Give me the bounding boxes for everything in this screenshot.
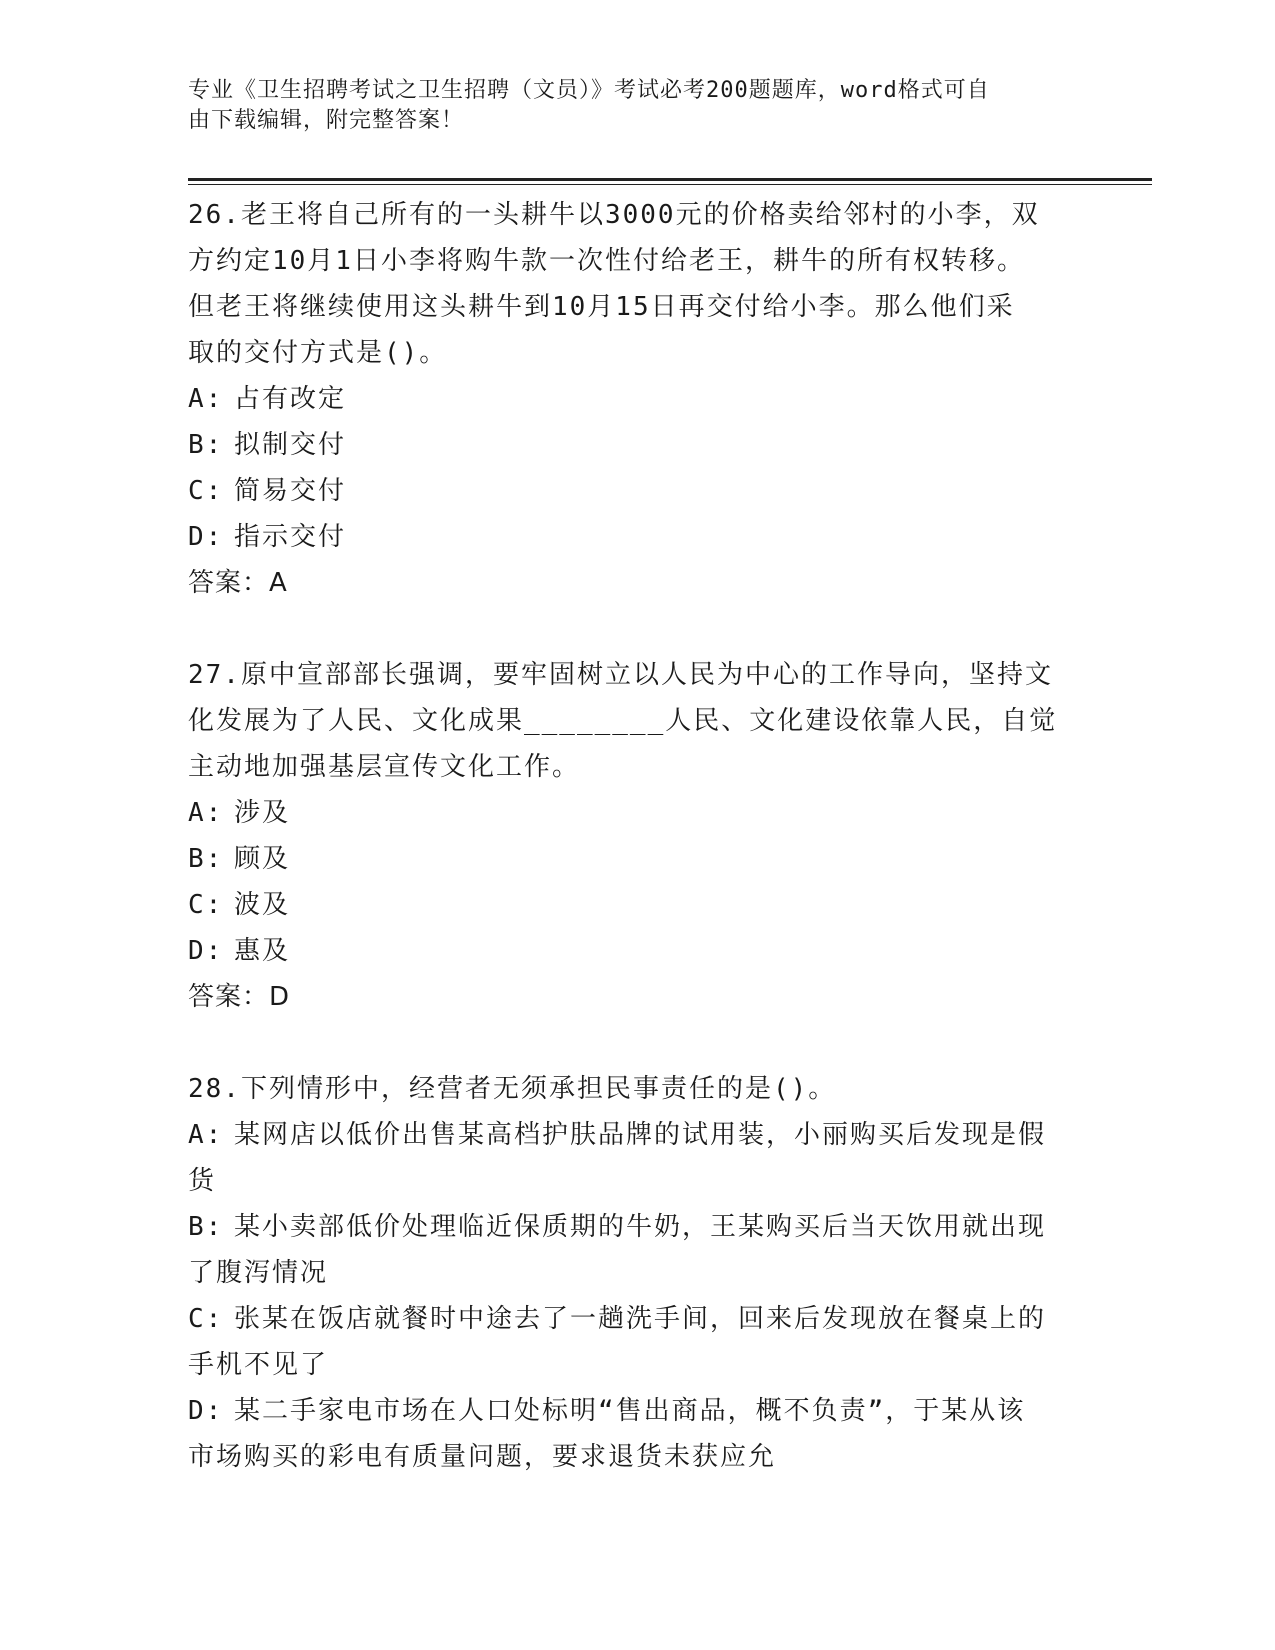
- document-header: [188, 76, 1088, 136]
- question-stem-line: 27.原中宣部部长强调，要牢固树立以人民为中心的工作导向，坚持文: [188, 660, 1053, 690]
- header-divider-thin: [188, 184, 1152, 185]
- option-b: [188, 1204, 1088, 1250]
- option-text: 简易交付: [234, 476, 347, 506]
- question-stem-line: 化发展为了人民、文化成果________人民、文化建设依靠人民，自觉: [188, 706, 1058, 736]
- option-b-continuation: 了腹泻情况: [188, 1258, 329, 1288]
- question-spacer: [188, 1020, 1088, 1066]
- option-text: 某小卖部低价处理临近保质期的牛奶，王某购买后当天饮用就出现: [234, 1212, 1047, 1242]
- question-list: [188, 192, 1088, 1480]
- question-stem-line: 主动地加强基层宣传文化工作。: [188, 752, 581, 782]
- answer-line: 答案：A: [188, 568, 288, 598]
- question-28: [188, 1066, 1088, 1480]
- option-letter: A:: [188, 798, 224, 828]
- question-stem-line: 28.下列情形中，经营者无须承担民事责任的是()。: [188, 1074, 837, 1104]
- header-divider-thick: [188, 178, 1152, 181]
- option-a-continuation: 货: [188, 1166, 217, 1196]
- question-spacer: [188, 606, 1088, 652]
- question-stem-line: 取的交付方式是()。: [188, 338, 448, 368]
- option-a: [188, 790, 1088, 836]
- option-d: [188, 514, 1088, 560]
- option-c-continuation: 手机不见了: [188, 1350, 329, 1380]
- option-text: 顾及: [234, 844, 291, 874]
- answer-line: 答案：D: [188, 982, 291, 1012]
- header-line-1: 专业《卫生招聘考试之卫生招聘（文员）》考试必考200题题库，word格式可自: [188, 78, 990, 103]
- option-text: 拟制交付: [234, 430, 347, 460]
- option-letter: B:: [188, 844, 224, 874]
- option-text: 某网店以低价出售某高档护肤品牌的试用装，小丽购买后发现是假: [234, 1120, 1047, 1150]
- option-text: 张某在饭店就餐时中途去了一趟洗手间，回来后发现放在餐桌上的: [234, 1304, 1047, 1334]
- option-text: 涉及: [234, 798, 291, 828]
- option-c: [188, 882, 1088, 928]
- option-text: 占有改定: [234, 384, 347, 414]
- option-text: 某二手家电市场在人口处标明“售出商品，概不负责”，于某从该: [234, 1396, 1026, 1426]
- option-letter: C:: [188, 890, 224, 920]
- option-b: [188, 422, 1088, 468]
- option-text: 指示交付: [234, 522, 347, 552]
- option-letter: A:: [188, 384, 224, 414]
- option-letter: D:: [188, 522, 224, 552]
- option-letter: C:: [188, 1304, 224, 1334]
- option-letter: B:: [188, 1212, 224, 1242]
- option-text: 惠及: [234, 936, 291, 966]
- option-d-continuation: 市场购买的彩电有质量问题，要求退货未获应允: [188, 1442, 777, 1472]
- option-c: [188, 1296, 1088, 1342]
- header-line-2: 由下载编辑，附完整答案！: [188, 108, 465, 133]
- option-d: [188, 1388, 1088, 1434]
- option-letter: B:: [188, 430, 224, 460]
- option-d: [188, 928, 1088, 974]
- option-text: 波及: [234, 890, 291, 920]
- question-stem-line: 26.老王将自己所有的一头耕牛以3000元的价格卖给邻村的小李，双: [188, 200, 1040, 230]
- option-letter: D:: [188, 936, 224, 966]
- question-26: [188, 192, 1088, 606]
- option-b: [188, 836, 1088, 882]
- question-27: [188, 652, 1088, 1020]
- question-stem-line: 但老王将继续使用这头耕牛到10月15日再交付给小李。那么他们采: [188, 292, 1015, 322]
- option-c: [188, 468, 1088, 514]
- option-letter: A:: [188, 1120, 224, 1150]
- option-letter: D:: [188, 1396, 224, 1426]
- option-letter: C:: [188, 476, 224, 506]
- option-a: [188, 376, 1088, 422]
- option-a: [188, 1112, 1088, 1158]
- question-stem-line: 方约定10月1日小李将购牛款一次性付给老王，耕牛的所有权转移。: [188, 246, 1025, 276]
